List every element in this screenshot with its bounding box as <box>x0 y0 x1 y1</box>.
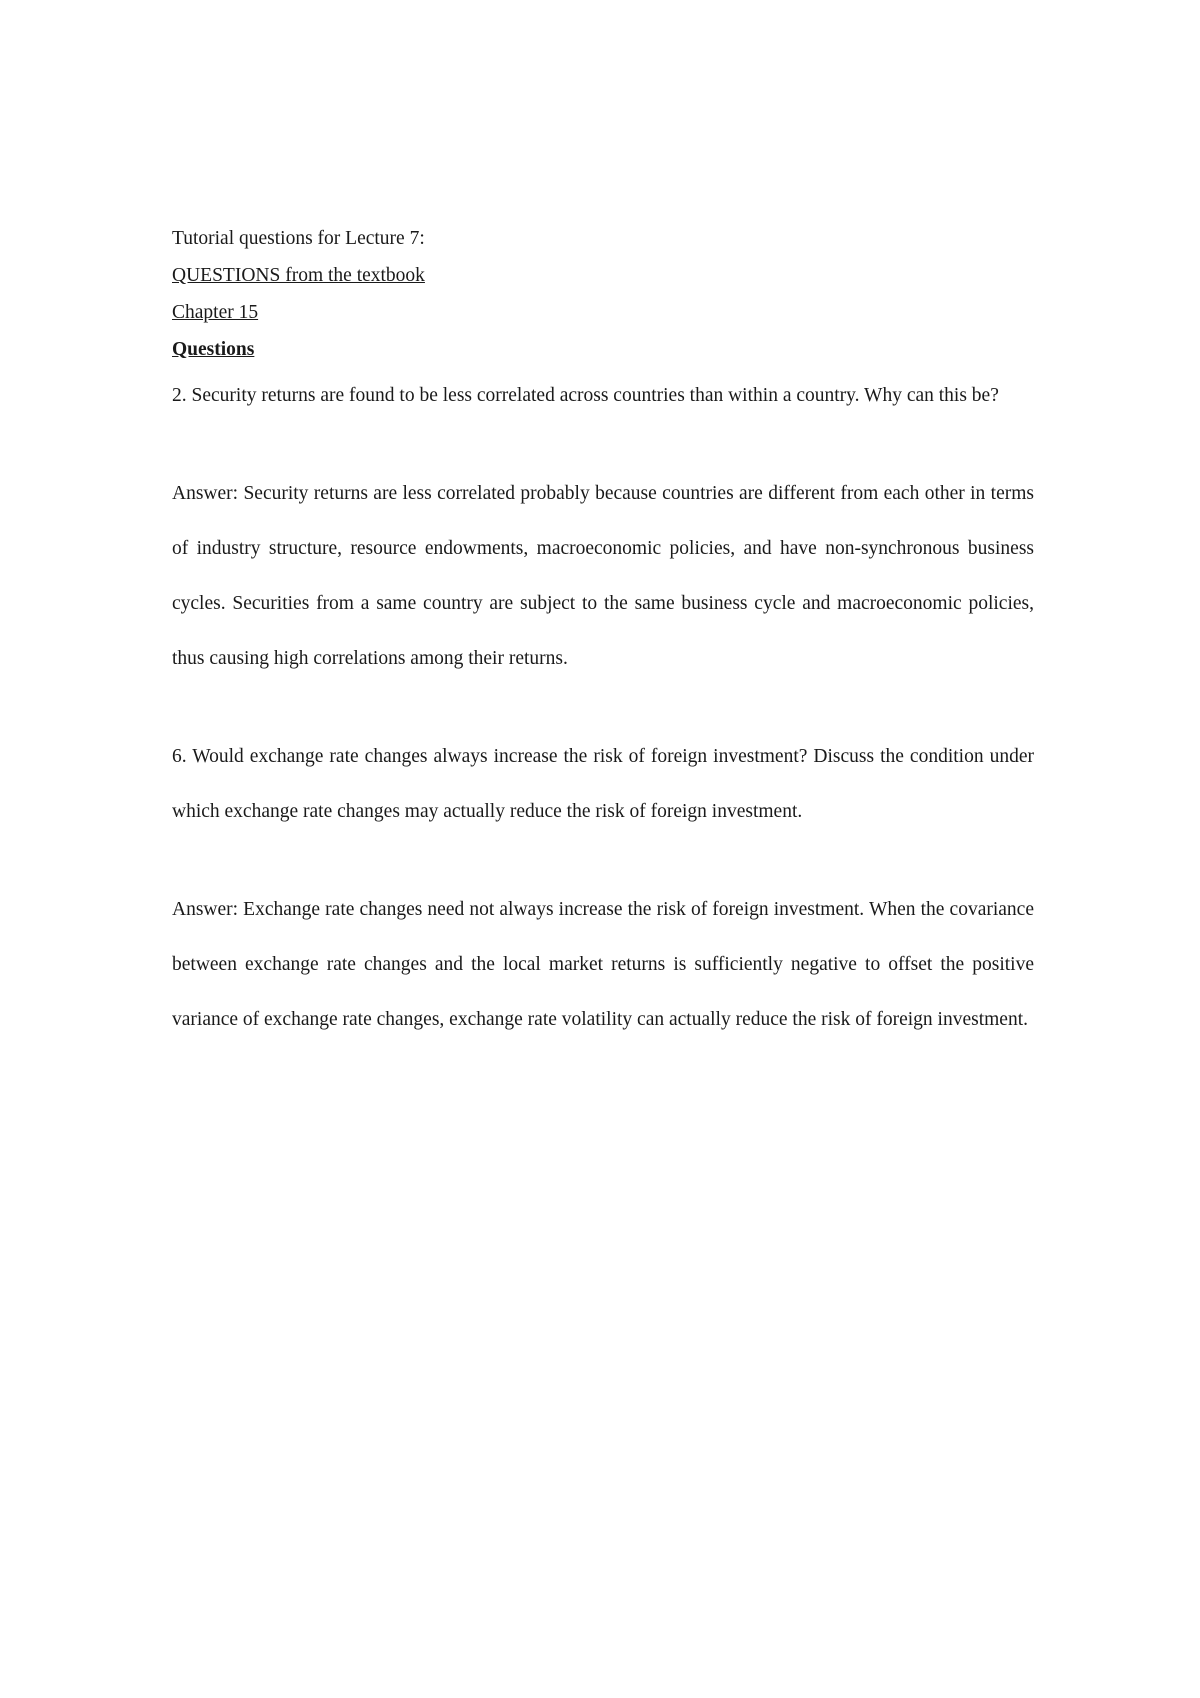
paragraph-spacer <box>172 839 1034 882</box>
chapter-label: Chapter 15 <box>172 302 259 323</box>
paragraph-spacer <box>172 686 1034 729</box>
question-6: 6. Would exchange rate changes always increase the risk of foreign investment? Discuss the condition under which exchange rate changes may actually reduce the risk of foreign investment. <box>172 746 1034 822</box>
document-subheading: QUESTIONS from the textbook <box>172 265 425 286</box>
section-title: Questions <box>172 339 255 360</box>
question-2: 2. Security returns are found to be less correlated across countries than within a country. Why can this be? <box>172 385 999 406</box>
paragraph-spacer <box>172 423 1034 466</box>
document-body <box>172 220 1034 1047</box>
answer-2: Answer: Security returns are less correlated probably because countries are different from each other in terms of industry structure, resource endowments, macroeconomic policies, and have non-synchronous business cycles. Securities from a same country are subject to the same business cycle and macroeconomic policies, thus causing high correlations among their returns. <box>172 483 1034 669</box>
document-heading: Tutorial questions for Lecture 7: <box>172 228 425 249</box>
answer-6: Answer: Exchange rate changes need not always increase the risk of foreign investment. When the covariance between exchange rate changes and the local market returns is sufficiently negative to offset the positive variance of exchange rate changes, exchange rate volatility can actually reduce the risk of foreign investment. <box>172 899 1034 1030</box>
